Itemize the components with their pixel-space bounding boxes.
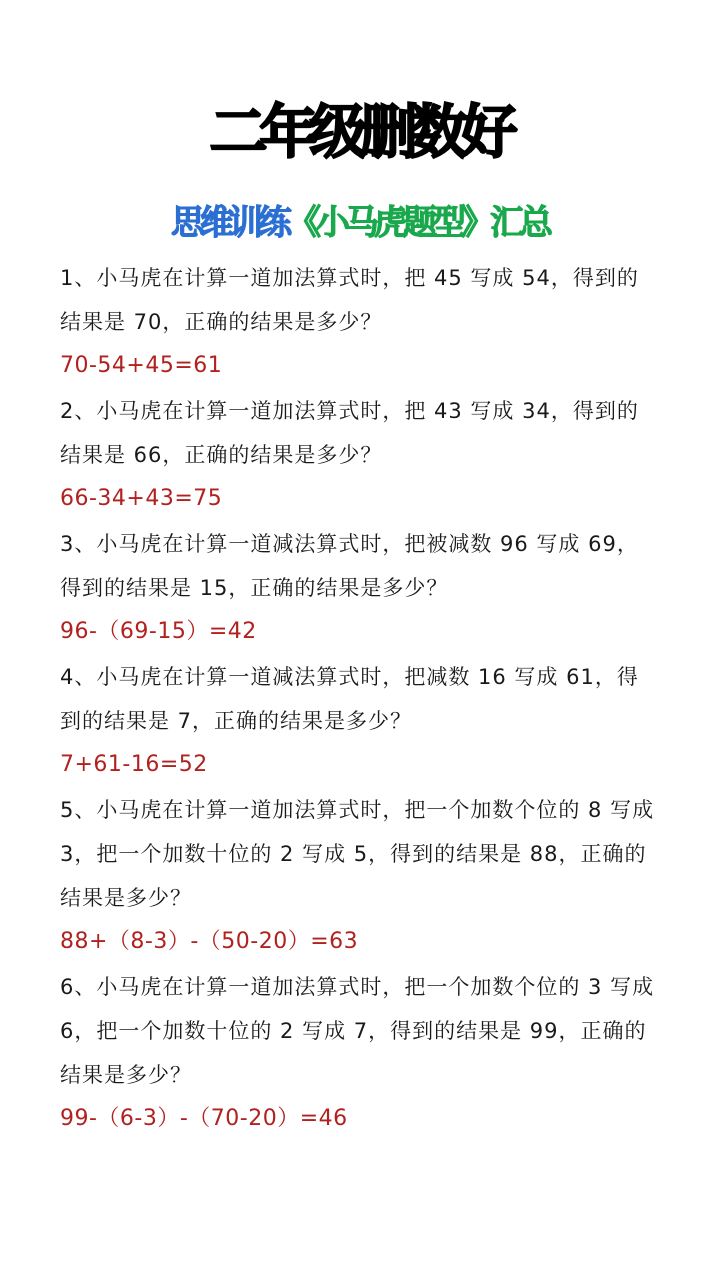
problem-item [60, 522, 670, 654]
page-subtitle [0, 200, 719, 246]
answer-formula: 96-（69-15）=42 [60, 619, 257, 644]
subtitle-part-2: 《小马虎题型》 [287, 203, 490, 243]
subtitle-part-3: 汇总 [490, 203, 548, 243]
question-line: 1、小马虎在计算一道加法算式时，把 45 写成 54，得到的 [60, 266, 639, 290]
question-line: 结果是多少？ [60, 1063, 192, 1087]
problem-item [60, 655, 670, 787]
question-line: 6、小马虎在计算一道加法算式时，把一个加数个位的 3 写成 [60, 975, 655, 999]
question-line: 结果是 66，正确的结果是多少？ [60, 443, 383, 467]
question-line: 2、小马虎在计算一道加法算式时，把 43 写成 34，得到的 [60, 399, 639, 423]
problem-list [60, 256, 670, 1142]
problem-item [60, 256, 670, 388]
question-line: 结果是 70，正确的结果是多少？ [60, 310, 383, 334]
question-line: 到的结果是 7，正确的结果是多少？ [60, 709, 413, 733]
question-line: 4、小马虎在计算一道减法算式时，把减数 16 写成 61，得 [60, 665, 639, 689]
answer-formula: 66-34+43=75 [60, 486, 223, 511]
question-line: 3、小马虎在计算一道减法算式时，把被减数 96 写成 69， [60, 532, 639, 556]
page-title: 二年级删数好 [209, 98, 510, 166]
subtitle-part-1: 思维训练 [171, 203, 287, 243]
question-line: 得到的结果是 15，正确的结果是多少？ [60, 576, 449, 600]
question-line: 5、小马虎在计算一道加法算式时，把一个加数个位的 8 写成 [60, 798, 655, 822]
question-line: 3，把一个加数十位的 2 写成 5，得到的结果是 88，正确的 [60, 842, 647, 866]
question-line: 结果是多少？ [60, 886, 192, 910]
answer-formula: 70-54+45=61 [60, 353, 223, 378]
answer-formula: 99-（6-3）-（70-20）=46 [60, 1106, 348, 1131]
problem-item [60, 965, 670, 1141]
question-line: 6，把一个加数十位的 2 写成 7，得到的结果是 99，正确的 [60, 1019, 647, 1043]
answer-formula: 88+（8-3）-（50-20）=63 [60, 929, 359, 954]
problem-item [60, 389, 670, 521]
problem-item [60, 788, 670, 964]
answer-formula: 7+61-16=52 [60, 752, 208, 777]
